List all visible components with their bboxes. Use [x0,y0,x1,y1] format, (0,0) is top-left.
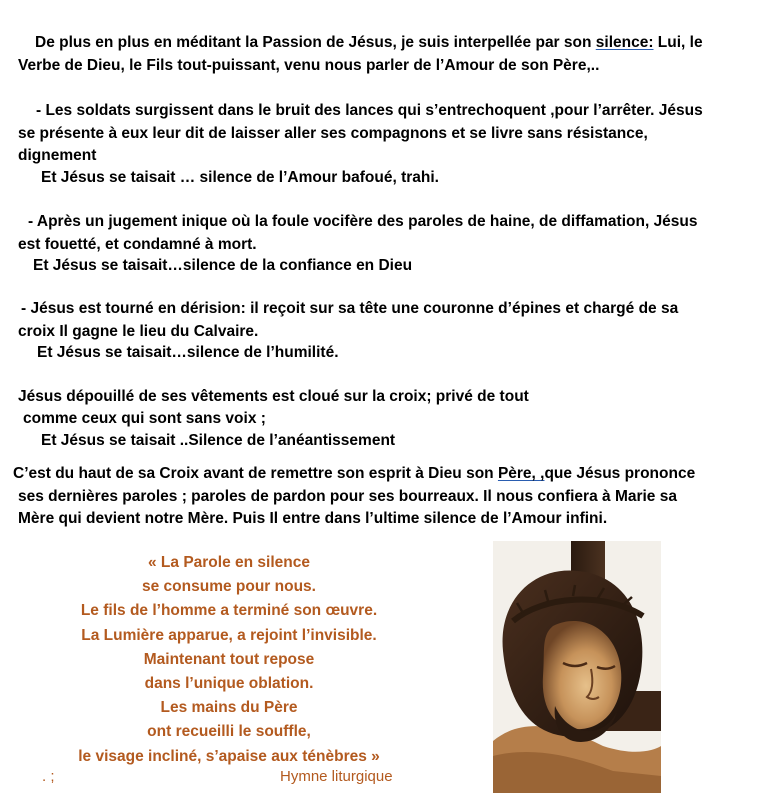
hymn-attribution: Hymne liturgique [280,768,393,785]
p2-line-3: dignement [18,147,97,164]
silence-link[interactable]: silence: [595,34,654,51]
p2-line-1: - Les soldats surgissent dans le bruit des lances qui s’entrechoquent ,pour l’arrêter. Jésus [36,102,703,119]
p5-line-2: comme ceux qui sont sans voix ; [23,410,266,427]
p6-line-1-end: que Jésus prononce [544,465,696,482]
p1-line-2: Verbe de Dieu, le Fils tout-puissant, venu nous parler de l’Amour de son Père,.. [18,57,600,74]
p4-line-1: - Jésus est tourné en dérision: il reçoit sur sa tête une couronne d’épines et chargé de sa [21,300,679,317]
poem-line: se consume pour nous. [142,578,316,596]
poem-line: Les mains du Père [160,699,298,717]
p4-line-2: croix Il gagne le lieu du Calvaire. [18,323,259,340]
poem-line: La Lumière apparue, a rejoint l’invisible. [81,626,377,644]
p2-refrain: Et Jésus se taisait … silence de l’Amour bafoué, trahi. [41,169,439,186]
poem-line: le visage incliné, s’apaise aux ténèbres » [78,747,380,765]
p3-line-1: - Après un jugement inique où la foule vocifère des paroles de haine, de diffamation, Jésus [28,213,698,230]
p5-line-1: Jésus dépouillé de ses vêtements est cloué sur la croix; privé de tout [18,388,529,405]
poem-line: Maintenant tout repose [143,650,315,668]
p1-line-1 [35,33,703,53]
poem-line: ont recueilli le souffle, [147,723,311,741]
hymn-poem [20,551,438,769]
poem-line: dans l’unique oblation. [144,675,314,693]
p6-line-2: ses dernières paroles ; paroles de pardon pour ses bourreaux. Il nous confiera à Marie sa [18,488,677,505]
poem-line: Le fils de l’homme a terminé son œuvre. [80,602,378,620]
p3-line-2: est fouetté, et condamné à mort. [18,236,257,253]
p6-line-1-text: C’est du haut de sa Croix avant de remettre son esprit à Dieu son [13,465,498,482]
crucifix-image [493,541,661,793]
p4-refrain: Et Jésus se taisait…silence de l’humilité. [37,344,339,361]
pere-link[interactable]: Père, , [497,465,545,482]
p5-refrain: Et Jésus se taisait ..Silence de l’anéantissement [41,432,396,449]
p6-line-3: Mère qui devient notre Mère. Puis Il entre dans l’ultime silence de l’Amour infini. [18,510,608,527]
p2-line-2: se présente à eux leur dit de laisser aller ses compagnons et se livre sans résistance, [18,125,648,142]
crucifix-illustration [493,541,661,793]
footer-punctuation: . ; [42,768,55,785]
p3-refrain: Et Jésus se taisait…silence de la confiance en Dieu [33,257,413,274]
p1-line-1-text: De plus en plus en méditant la Passion de Jésus, je suis interpellée par son [35,34,596,51]
poem-line: « La Parole en silence [148,554,310,571]
p6-line-1 [13,464,695,484]
p1-line-1-end: Lui, le [653,34,703,51]
